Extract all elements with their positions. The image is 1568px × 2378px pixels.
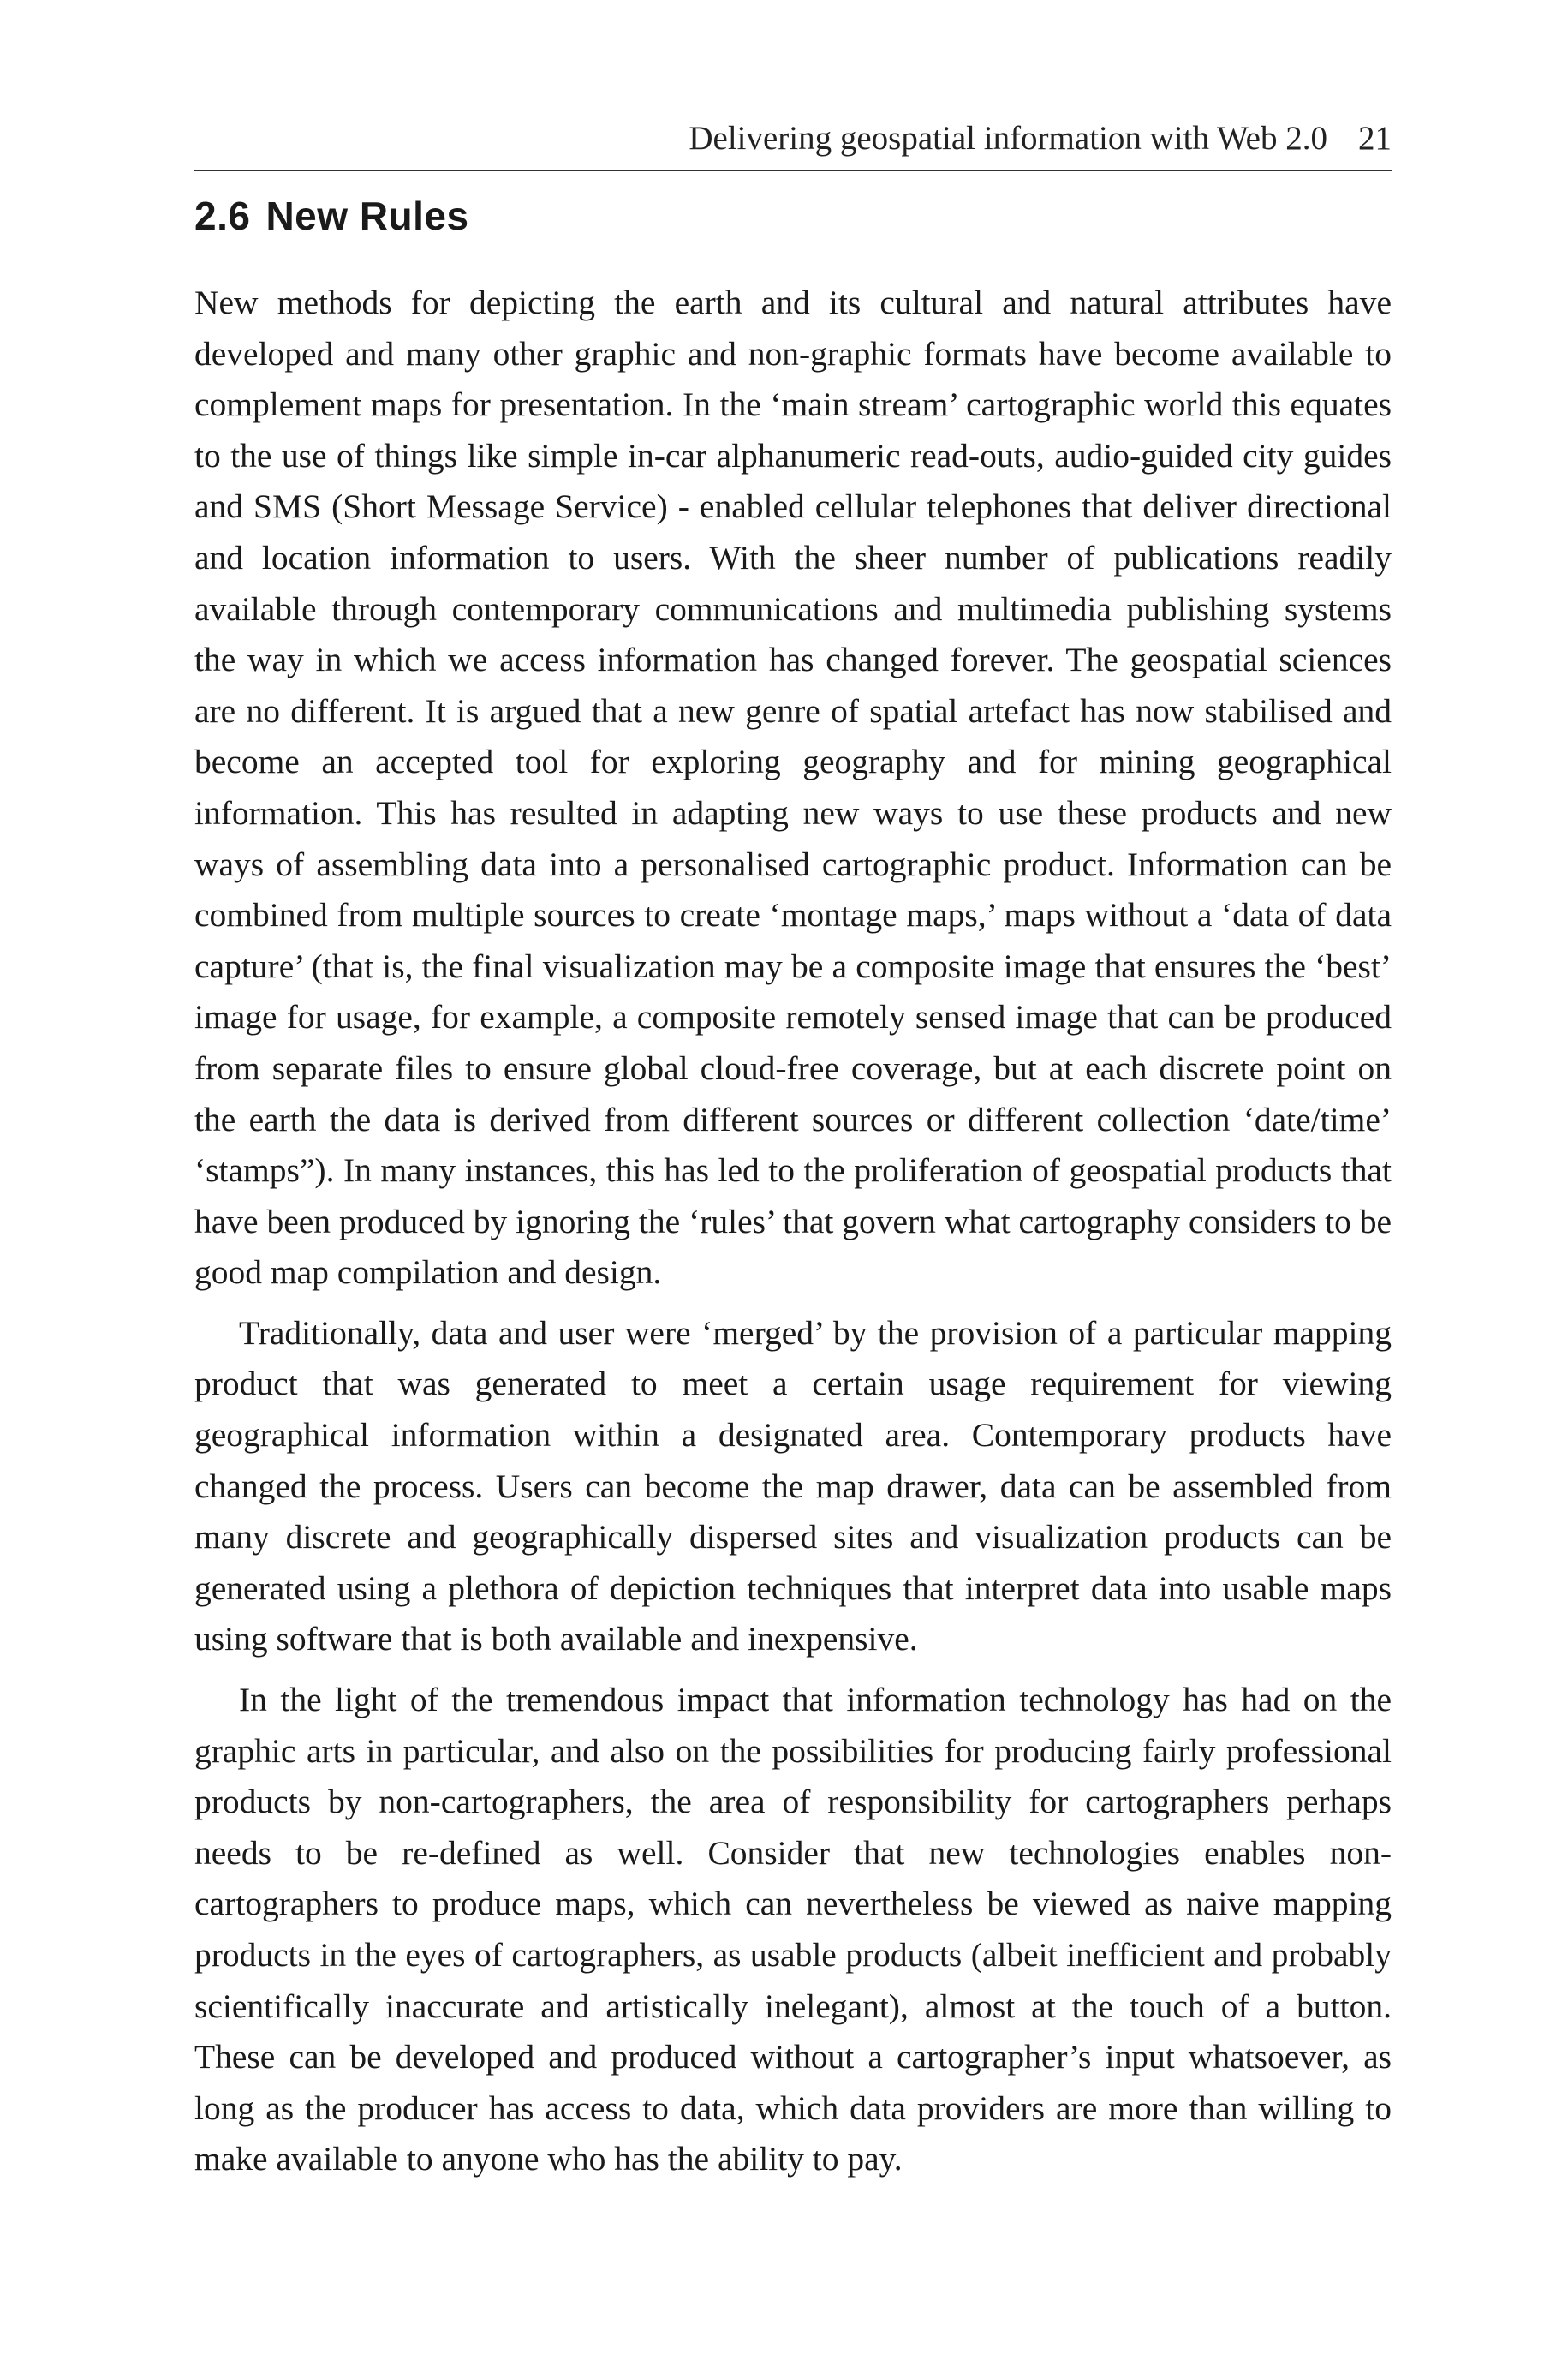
paragraph-3: In the light of the tremendous impact that information technology has had on the graphic arts in particular, and also on the possibilities for producing fairly professional products by non-cartographers, the area of responsibility for cartographers perhaps needs to be re-defined as well. Consider that new technologies enables non-cartographers to produce maps, which can nevertheless be viewed as naive mapping products in the eyes of cartographers, as usable products (albeit inefficient and probably scientifically inaccurate and artistically inelegant), almost at the touch of a button. These can be developed and produced without a cartographer’s input whatsoever, as long as the producer has access to data, which data providers are more than willing to make available to anyone who has the ability to pay. [194,1681,1392,2178]
running-header [194,120,1392,171]
paragraph-1: New methods for depicting the earth and its cultural and natural attributes have developed and many other graphic and non-graphic formats have become available to complement maps for presentation. In the ‘main stream’ cartographic world this equates to the use of things like simple in-car alphanumeric read-outs, audio-guided city guides and SMS (Short Message Service) - enabled cellular telephones that deliver directional and location information to users. With the sheer number of publications readily available through contemporary communications and multimedia publishing systems the way in which we access information has changed forever. The geospatial sciences are no different. It is argued that a new genre of spatial artefact has now stabilised and become an accepted tool for exploring geography and for mining geographical information. This has resulted in adapting new ways to use these products and new ways of assembling data into a personalised cartographic product. Information can be combined from multiple sources to create ‘montage maps,’ maps without a ‘data of data capture’ (that is, the final visualization may be a composite image that ensures the ‘best’ image for usage, for example, a composite remotely sensed image that can be produced from separate files to ensure global cloud-free coverage, but at each discrete point on the earth the data is derived from different sources or different collection ‘date/time’ ‘stamps”). In many instances, this has led to the proliferation of geospatial products that have been produced by ignoring the ‘rules’ that govern what cartography considers to be good map compilation and design. [194,284,1392,1292]
book-page [194,120,1392,2195]
running-title: Delivering geospatial information with Web 2.0 [689,120,1327,157]
section-number: 2.6 [194,194,251,238]
paragraph-2: Traditionally, data and user were ‘merged’ by the provision of a particular mapping product that was generated to meet a certain usage requirement for viewing geographical information within a designated area. Contemporary products have changed the process. Users can become the map drawer, data can be assembled from many discrete and geographically dispersed sites and visualization products can be generated using a plethora of depiction techniques that interpret data into usable maps using software that is both available and inexpensive. [194,1313,1392,1658]
page-number: 21 [1358,120,1392,157]
section-title: New Rules [265,194,469,238]
section-body [194,278,1392,2185]
section-heading [194,192,1392,240]
